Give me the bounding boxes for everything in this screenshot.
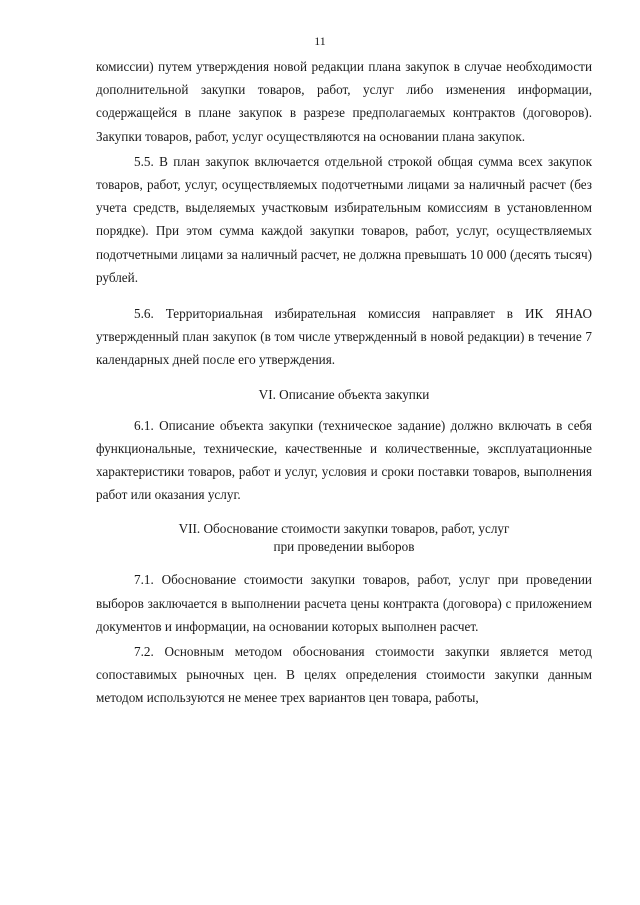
paragraph-continuation: комиссии) путем утверждения новой редакции плана закупок в случае необходимости дополнительной закупки товаров, работ, услуг либо изменения информации, содержащейся в плане закупок в разрезе предполагаемых контрактов (договоров). Закупки товаров, работ, услуг осуществляются на основании плана закупок.	[96, 59, 592, 144]
section-heading-7-line-1: VII. Обоснование стоимости закупки товаров, работ, услуг	[178, 521, 510, 537]
page-number: 11	[314, 34, 326, 48]
section-heading-7	[96, 520, 592, 556]
paragraph-7-2: 7.2. Основным методом обоснования стоимости закупки является метод сопоставимых рыночных цен. В целях определения стоимости закупки данным методом используются не менее трех вариантов цен товара, работы,	[96, 644, 592, 706]
paragraph-6-1: 6.1. Описание объекта закупки (техническое задание) должно включать в себя функциональные, технические, качественные и количественные, эксплуатационные характеристики товаров, работ и услуг, условия и сроки поставки товаров, выполнения работ или оказания услуг.	[96, 417, 592, 503]
document-body	[96, 55, 592, 710]
section-heading-7-line-2: при проведении выборов	[273, 539, 415, 555]
paragraph-7-1: 7.1. Обоснование стоимости закупки товаров, работ, услуг при проведении выборов заключается в выполнении расчета цены контракта (договора) с приложением документов и информации, на основании которых выполнен расчет.	[96, 572, 592, 634]
paragraph-5-5: 5.5. В план закупок включается отдельной строкой общая сумма всех закупок товаров, работ, услуг, осуществляемых подотчетными лицами за наличный расчет (без учета средств, выделяемых участковым избирательным комиссиям в установленном порядке). При этом сумма каждой закупки товаров, работ, услуг, осуществляемых подотчетными лицами за наличный расчет, не должна превышать 10 000 (десять тысяч) рублей.	[96, 153, 592, 285]
section-heading-6: VI. Описание объекта закупки	[258, 386, 430, 402]
paragraph-5-6: 5.6. Территориальная избирательная комиссия направляет в ИК ЯНАО утвержденный план закупок (в том числе утвержденный в новой редакции) в течение 7 календарных дней после его утверждения.	[96, 306, 592, 368]
